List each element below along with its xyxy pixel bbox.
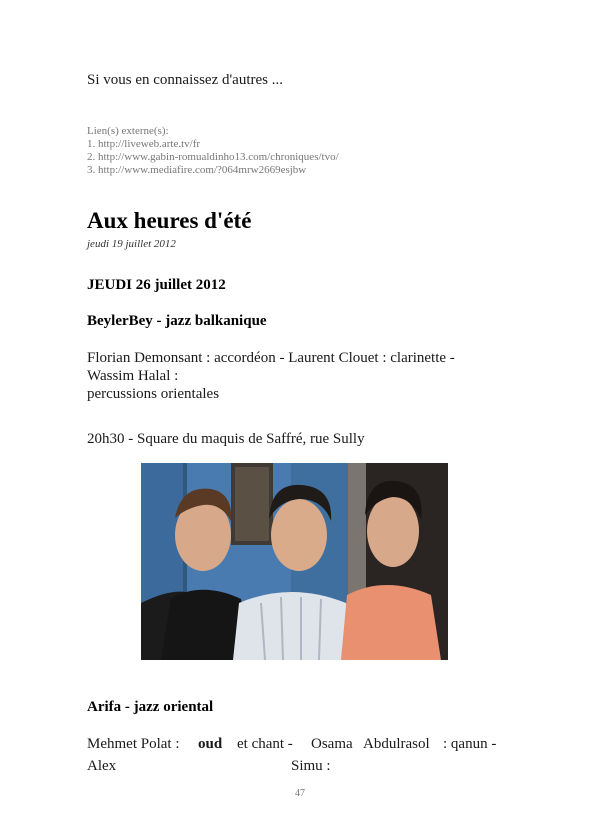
external-link[interactable]: 1. http://liveweb.arte.tv/fr (87, 138, 201, 150)
band-photo (141, 463, 448, 660)
lineup-word: Abdulrasol (363, 736, 430, 752)
article-date: jeudi 19 juillet 2012 (87, 238, 176, 250)
lineup-line: Florian Demonsant : accordéon - Laurent Clouet : clarinette - (87, 350, 455, 366)
lineup-line (87, 757, 507, 775)
lineup-line: percussions orientales (87, 386, 220, 402)
lineup-line (87, 735, 507, 753)
lineup-word: Osama (311, 736, 353, 752)
event-venue: 20h30 - Square du maquis de Saffré, rue Sully (87, 431, 365, 447)
lineup-line: Wassim Halal : (87, 368, 179, 384)
event-heading-beylerbey: BeylerBey - jazz balkanique (87, 313, 267, 329)
lineup-word: Mehmet Polat : (87, 736, 180, 752)
external-link[interactable]: 2. http://www.gabin-romualdinho13.com/chroniques/tvo/ (87, 151, 339, 163)
event-lineup-beylerbey (87, 349, 455, 403)
article-title: Aux heures d'été (87, 208, 252, 233)
lineup-word: : qanun - (443, 736, 497, 752)
page-number: 47 (295, 788, 305, 799)
event-heading-arifa: Arifa - jazz oriental (87, 699, 214, 715)
intro-text: Si vous en connaissez d'autres ... (87, 72, 283, 88)
external-links (87, 125, 339, 177)
lineup-word: Alex (87, 758, 117, 774)
lineup-word: Simu : (291, 758, 331, 774)
day-heading: JEUDI 26 juillet 2012 (87, 277, 226, 293)
event-lineup-arifa (87, 735, 507, 775)
external-link[interactable]: 3. http://www.mediafire.com/?064mrw2669esjbw (87, 164, 307, 176)
external-links-heading: Lien(s) externe(s): (87, 125, 169, 137)
lineup-word-bold: oud (198, 736, 223, 752)
lineup-word: et chant - (237, 736, 293, 752)
